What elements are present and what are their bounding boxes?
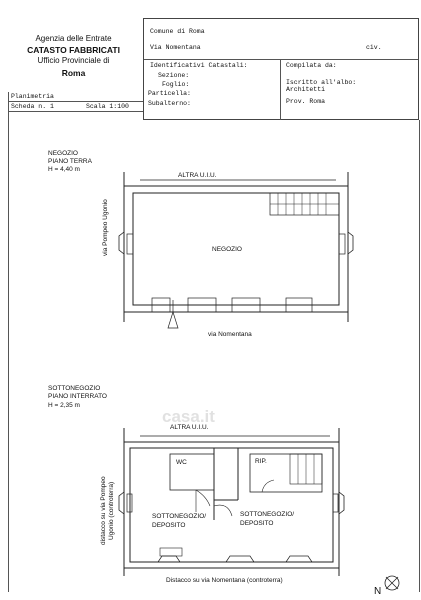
north-label: N: [374, 586, 382, 597]
catasto-title: CATASTO FABBRICATI: [27, 45, 120, 55]
basement-height: H = 2,35 m: [48, 402, 80, 409]
watermark-logo: casa.it: [162, 407, 215, 426]
planimetria-label: Planimetria: [11, 93, 54, 100]
basement-title: SOTTONEGOZIO: [48, 385, 101, 392]
basement-altra-uiu: ALTRA U.I.U.: [170, 424, 209, 431]
room-negozio: NEGOZIO: [212, 246, 242, 253]
civ-label: civ.: [366, 44, 382, 51]
basement-side-line1: distacco su via Pompeo: [100, 476, 107, 545]
basement-subtitle: PIANO INTERRATO: [48, 393, 107, 400]
room-sottonegozio-1-line1: SOTTONEGOZIO/: [152, 513, 207, 520]
ground-floor-height: H = 4,40 m: [48, 166, 80, 173]
ground-floor-subtitle: PIANO TERRA: [48, 158, 92, 165]
foglio-label: Foglio:: [162, 81, 190, 88]
identificativi-label: Identificativi Catastali:: [150, 62, 248, 69]
sezione-label: Sezione:: [158, 72, 190, 79]
room-sottonegozio-2-line2: DEPOSITO: [240, 520, 274, 527]
agency-name: Agenzia delle Entrate: [35, 34, 112, 43]
room-sottonegozio-2-line1: SOTTONEGOZIO/: [240, 511, 295, 518]
iscritto-label: Iscritto all'albo:: [286, 79, 357, 86]
basement-side-line2: Ugonio (controterra): [108, 481, 115, 540]
comune: Comune di Roma: [150, 28, 205, 35]
street-pompeo-ugonio: via Pompeo Ugonio: [102, 199, 109, 256]
basement-plan: [119, 428, 344, 576]
ground-floor-title: NEGOZIO: [48, 150, 78, 157]
scala-label: Scala 1:100: [86, 103, 129, 110]
room-rip: RIP.: [255, 458, 267, 465]
street: Via Nomentana: [150, 44, 201, 51]
office-line: Ufficio Provinciale di: [37, 56, 110, 65]
subalterno-label: Subalterno:: [148, 100, 191, 107]
ground-altra-uiu: ALTRA U.I.U.: [178, 172, 217, 179]
iscritto-value: Architetti: [286, 86, 326, 93]
street-nomentana: via Nomentana: [208, 331, 252, 338]
room-sottonegozio-1-line2: DEPOSITO: [152, 522, 186, 529]
office-city: Roma: [61, 68, 86, 78]
basement-bottom-label: Distacco su via Nomentana (controterra): [166, 577, 283, 584]
north-arrow-icon: [385, 576, 399, 590]
room-wc: WC: [176, 459, 187, 466]
prov-label: Prov. Roma: [286, 98, 326, 105]
particella-label: Particella:: [148, 90, 191, 97]
scheda-label: Scheda n. 1: [11, 103, 54, 110]
compilata-label: Compilata da:: [286, 62, 337, 69]
